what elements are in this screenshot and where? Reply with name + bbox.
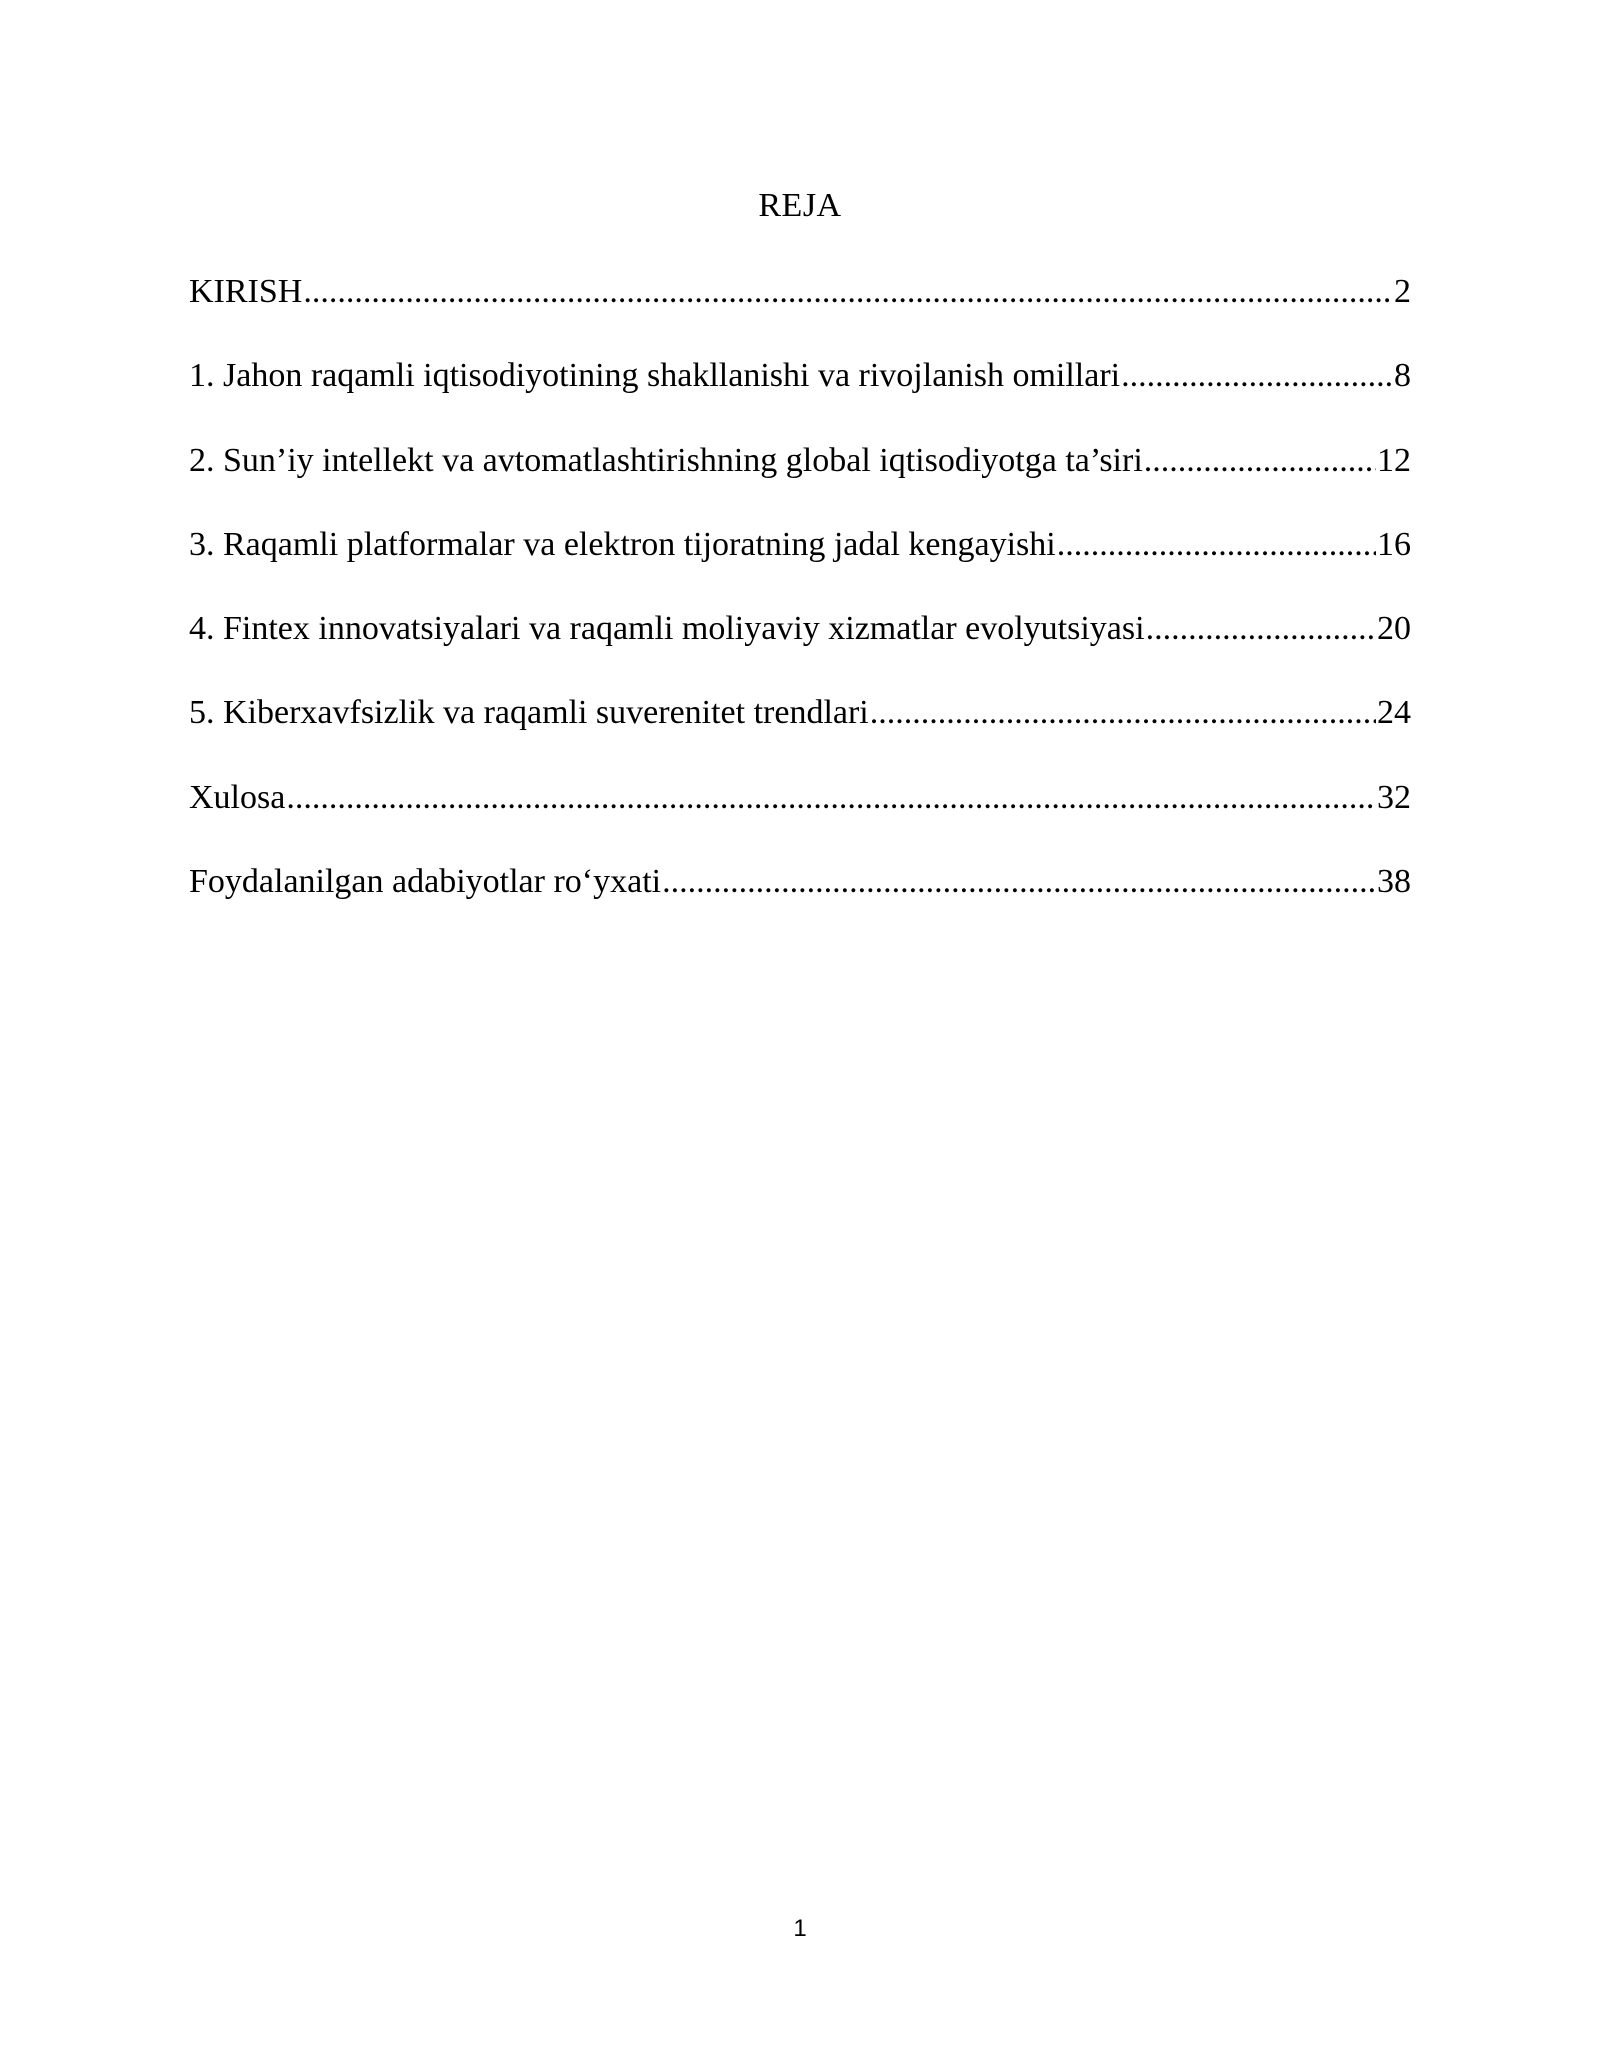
toc-entry-references[interactable] [189, 860, 1411, 944]
page-title: REJA [758, 187, 842, 224]
toc-entry-text: 4. Fintex innovatsiyalari va raqamli moliyaviy xizmatlar evolyutsiyasi [189, 610, 1145, 648]
toc-entry-text: 2. Sun’iy intellekt va avtomatlashtirishning global iqtisodiyotga ta’siri [189, 441, 1143, 479]
toc-dot-leader [303, 270, 1393, 314]
toc-dot-leader [1144, 439, 1376, 483]
toc-page-number: 38 [1377, 863, 1411, 901]
toc-page-number: 20 [1377, 610, 1411, 648]
toc-dot-leader [1146, 607, 1376, 651]
table-of-contents [189, 270, 1411, 944]
toc-entry-text: Foydalanilgan adabiyotlar ro‘yxati [189, 863, 662, 901]
toc-entry-text: Xulosa [189, 778, 286, 816]
toc-entry-text: 3. Raqamli platformalar va elektron tijoratning jadal kengayishi [189, 525, 1056, 563]
toc-page-number: 2 [1394, 273, 1411, 310]
toc-entry-section-2[interactable] [189, 439, 1411, 523]
toc-entry-section-5[interactable] [189, 691, 1411, 775]
toc-entry-text: KIRISH [189, 273, 303, 310]
toc-dot-leader [286, 776, 1376, 820]
toc-dot-leader [662, 860, 1376, 904]
footer-page-number: 1 [793, 1915, 807, 1942]
toc-entry-conclusion[interactable] [189, 776, 1411, 860]
toc-dot-leader [1121, 354, 1393, 398]
toc-page-number: 24 [1377, 694, 1411, 732]
toc-entry-section-1[interactable] [189, 354, 1411, 438]
toc-entry-section-4[interactable] [189, 607, 1411, 691]
toc-dot-leader [870, 691, 1376, 735]
toc-entry-text: 1. Jahon raqamli iqtisodiyotining shakllanishi va rivojlanish omillari [189, 357, 1121, 395]
toc-entry-text: 5. Kiberxavfsizlik va raqamli suverenitet trendlari [189, 694, 869, 732]
toc-entry-section-3[interactable] [189, 523, 1411, 607]
toc-entry-introduction[interactable] [189, 270, 1411, 354]
toc-dot-leader [1057, 523, 1376, 567]
toc-page-number: 8 [1394, 357, 1411, 395]
toc-page-number: 12 [1377, 441, 1411, 479]
toc-page-number: 32 [1377, 778, 1411, 816]
toc-page-number: 16 [1377, 525, 1411, 563]
